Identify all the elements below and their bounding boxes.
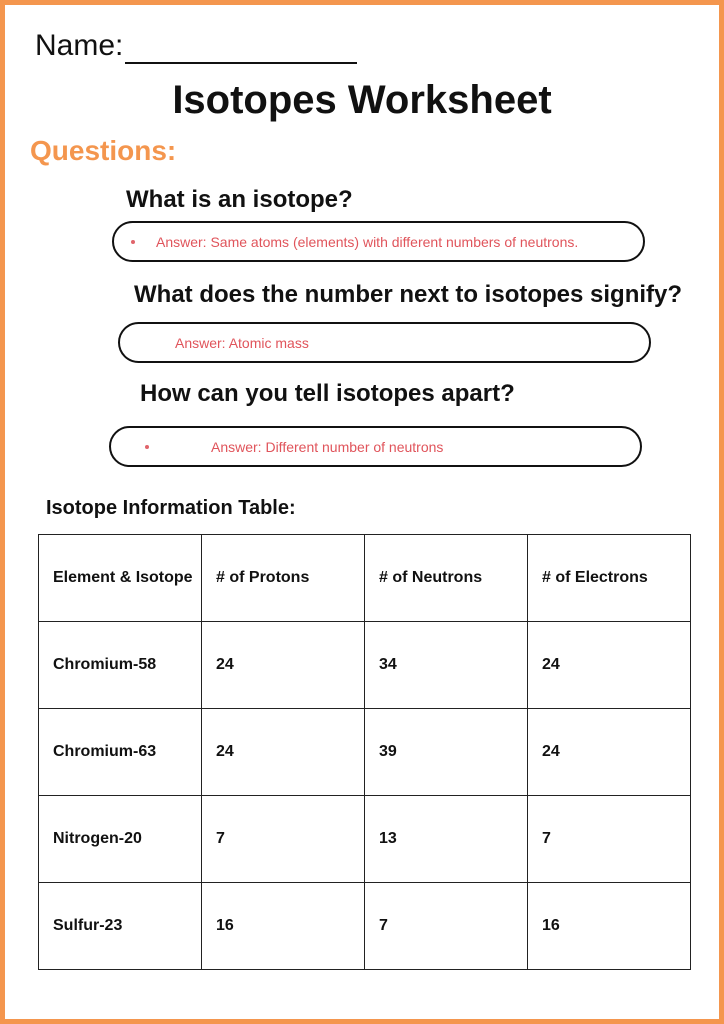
table-cell: 34 [365, 622, 528, 709]
answer-3: Answer: Different number of neutrons [211, 438, 444, 455]
table-cell: 7 [365, 883, 528, 970]
question-3: How can you tell isotopes apart? [140, 380, 515, 407]
table-cell: 24 [528, 622, 691, 709]
table-cell: 24 [202, 622, 365, 709]
table-row [39, 796, 691, 883]
answer-box-3 [109, 426, 642, 467]
table-cell: 16 [202, 883, 365, 970]
question-1: What is an isotope? [126, 186, 353, 213]
name-field [35, 28, 357, 64]
table-cell: Chromium-63 [39, 709, 202, 796]
table-cell: 39 [365, 709, 528, 796]
table-row [39, 709, 691, 796]
bullet-icon [145, 445, 149, 449]
column-header: # of Electrons [528, 535, 691, 622]
name-label: Name: [35, 29, 124, 62]
table-cell: 24 [528, 709, 691, 796]
table-cell: 13 [365, 796, 528, 883]
answer-box-2 [118, 322, 651, 363]
table-row [39, 622, 691, 709]
table-cell: 7 [528, 796, 691, 883]
column-header: Element & Isotope [39, 535, 202, 622]
table-header-row [39, 535, 691, 622]
table-cell: Chromium-58 [39, 622, 202, 709]
table-cell: 16 [528, 883, 691, 970]
table-cell: 24 [202, 709, 365, 796]
answer-2: Answer: Atomic mass [175, 334, 309, 351]
answer-box-1 [112, 221, 645, 262]
table-cell: 7 [202, 796, 365, 883]
table-cell: Sulfur-23 [39, 883, 202, 970]
name-blank-line[interactable] [125, 32, 357, 64]
isotope-table [38, 534, 691, 970]
table-row [39, 883, 691, 970]
column-header: # of Protons [202, 535, 365, 622]
table-title: Isotope Information Table: [46, 497, 296, 519]
worksheet-title: Isotopes Worksheet [172, 78, 552, 122]
column-header: # of Neutrons [365, 535, 528, 622]
questions-heading: Questions: [30, 135, 177, 166]
answer-1: Answer: Same atoms (elements) with different numbers of neutrons. [156, 233, 579, 250]
bullet-icon [131, 240, 135, 244]
table-cell: Nitrogen-20 [39, 796, 202, 883]
question-2: What does the number next to isotopes signify? [134, 281, 683, 308]
